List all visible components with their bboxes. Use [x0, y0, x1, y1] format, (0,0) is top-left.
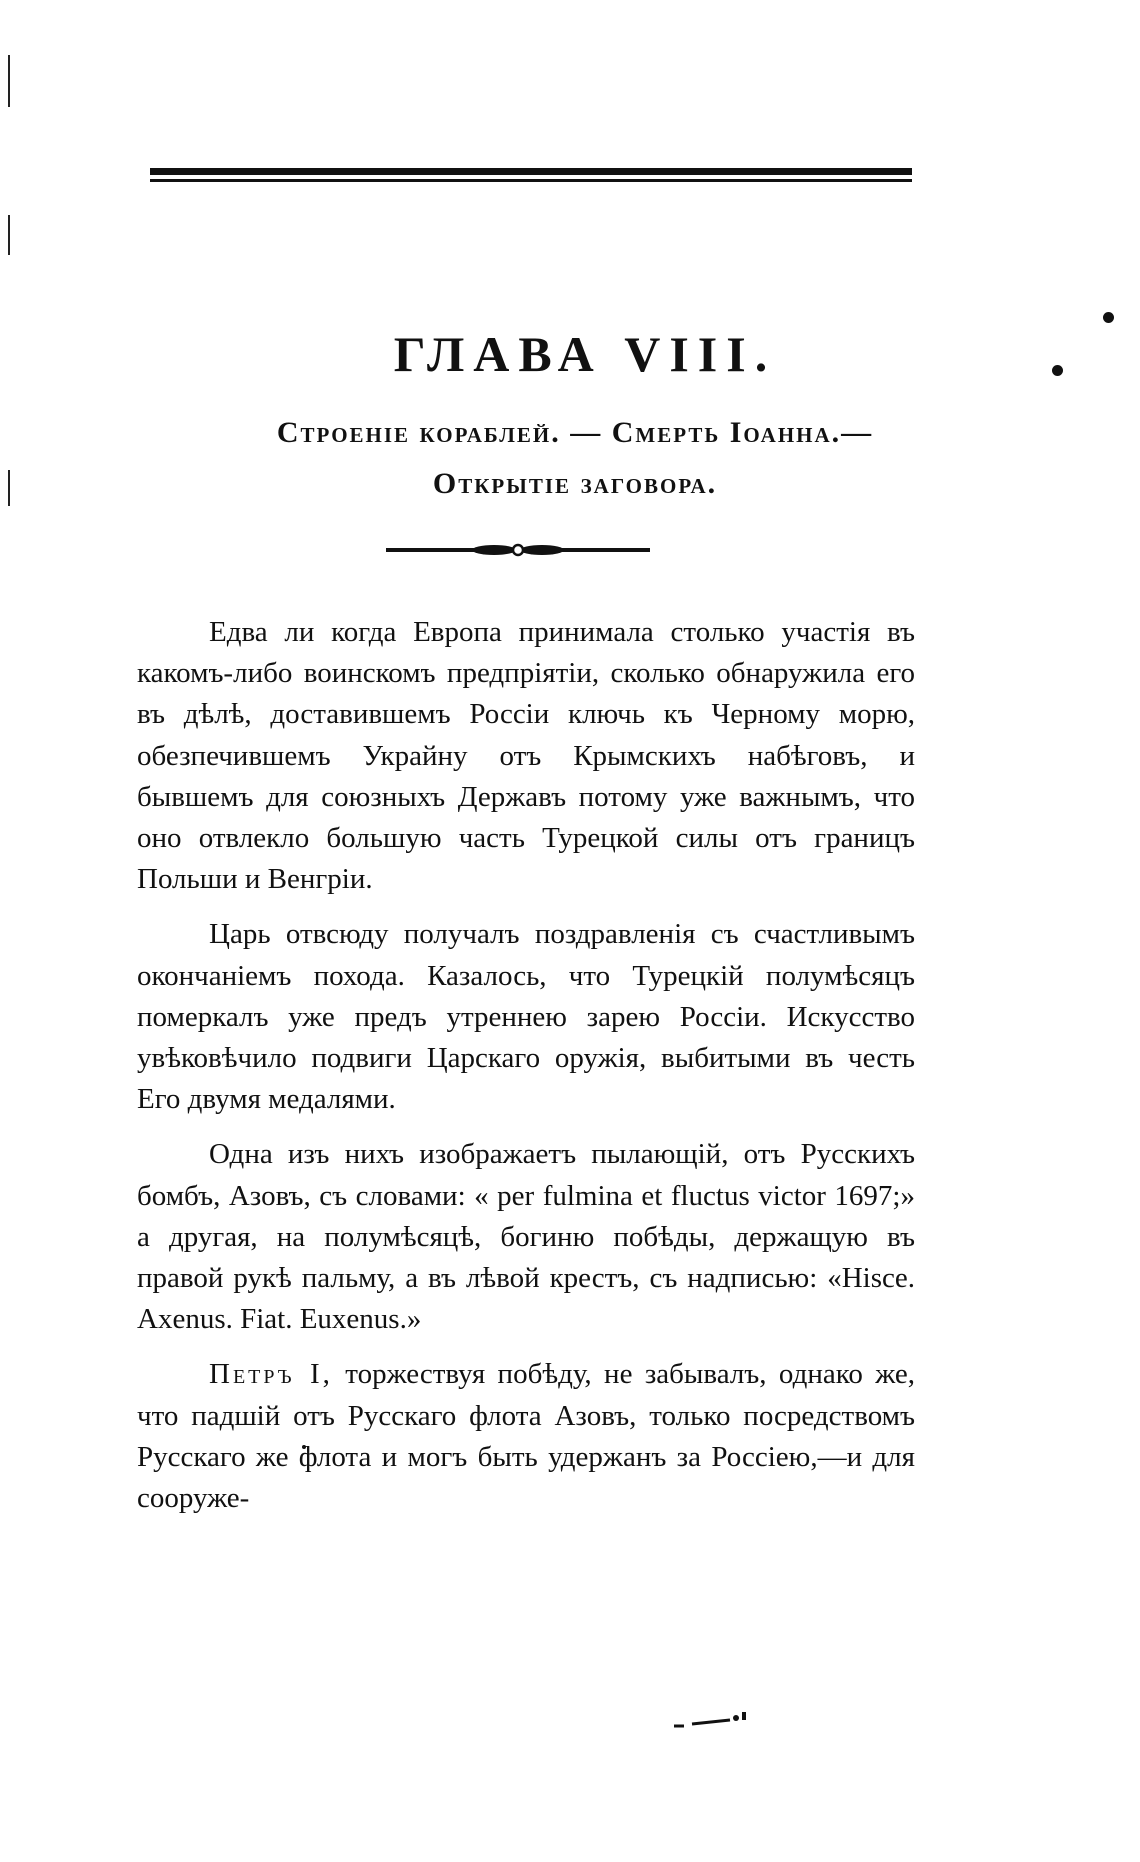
paragraph-3-text: Одна изъ нихъ изображаетъ пылающій, отъ Русскихъ бомбъ, Азовъ, съ словами: « per fulmina et fluctus victor 1697;» а другая, на полумѣсяцѣ, богиню побѣды, держащую въ правой рукѣ пальму, а въ лѣвой крестъ, съ надписью: «Hisce. Axenus. Fiat. Euxenus.» — [137, 1138, 915, 1336]
chapter-body — [137, 612, 915, 1533]
scan-edge-mark-top — [8, 55, 10, 107]
header-rule-thick — [150, 168, 912, 175]
ink-speck — [1103, 312, 1114, 323]
header-double-rule — [150, 168, 912, 184]
paragraph-1-text: Едва ли когда Европа принимала столько участія въ какомъ-либо воинскомъ предпріятіи, сколько обнаружила его въ дѣлѣ, доставившемъ Россіи ключь къ Черному морю, обезпечившемъ Украйну отъ Крымскихъ набѣговъ, и бывшемъ для союзныхъ Державъ потому уже важнымъ, что оно отвлекло большую часть Турецкой силы отъ границъ Польши и Венгріи. — [137, 616, 915, 896]
header-rule-thin — [150, 179, 912, 182]
chapter-subtitle-line-2: Открытіе заговора. — [432, 467, 718, 500]
paragraph-4 — [137, 1354, 915, 1519]
ornament-divider — [386, 542, 650, 558]
paragraph-4-text: торжествуя побѣду, не забывалъ, однако же, что падшій отъ Русскаго флота Азовъ, только посредствомъ Русскаго же флота и могъ быть удержанъ за Россіею,—и для сооруже- — [137, 1358, 915, 1515]
paragraph-2 — [137, 914, 915, 1120]
chapter-subtitle-line-1: Строеніе кораблей. — Смерть Іоанна.— — [276, 416, 874, 449]
ink-flourish-mark — [670, 1712, 760, 1732]
paragraph-3 — [137, 1134, 915, 1340]
paragraph-2-text: Царь отвсюду получалъ поздравленія съ счастливымъ окончаніемъ похода. Казалось, что Турецкій полумѣсяцъ померкалъ уже предъ утреннею зарею Россіи. Искусство увѣковѣчило подвиги Царскаго оружія, выбитыми въ честь Его двумя медалями. — [137, 918, 915, 1116]
scan-edge-mark-middle — [8, 215, 10, 255]
chapter-title: ГЛАВА VIII. — [393, 326, 777, 382]
paragraph-4-lead-name: Петръ I, — [209, 1358, 333, 1391]
paragraph-1 — [137, 612, 915, 900]
